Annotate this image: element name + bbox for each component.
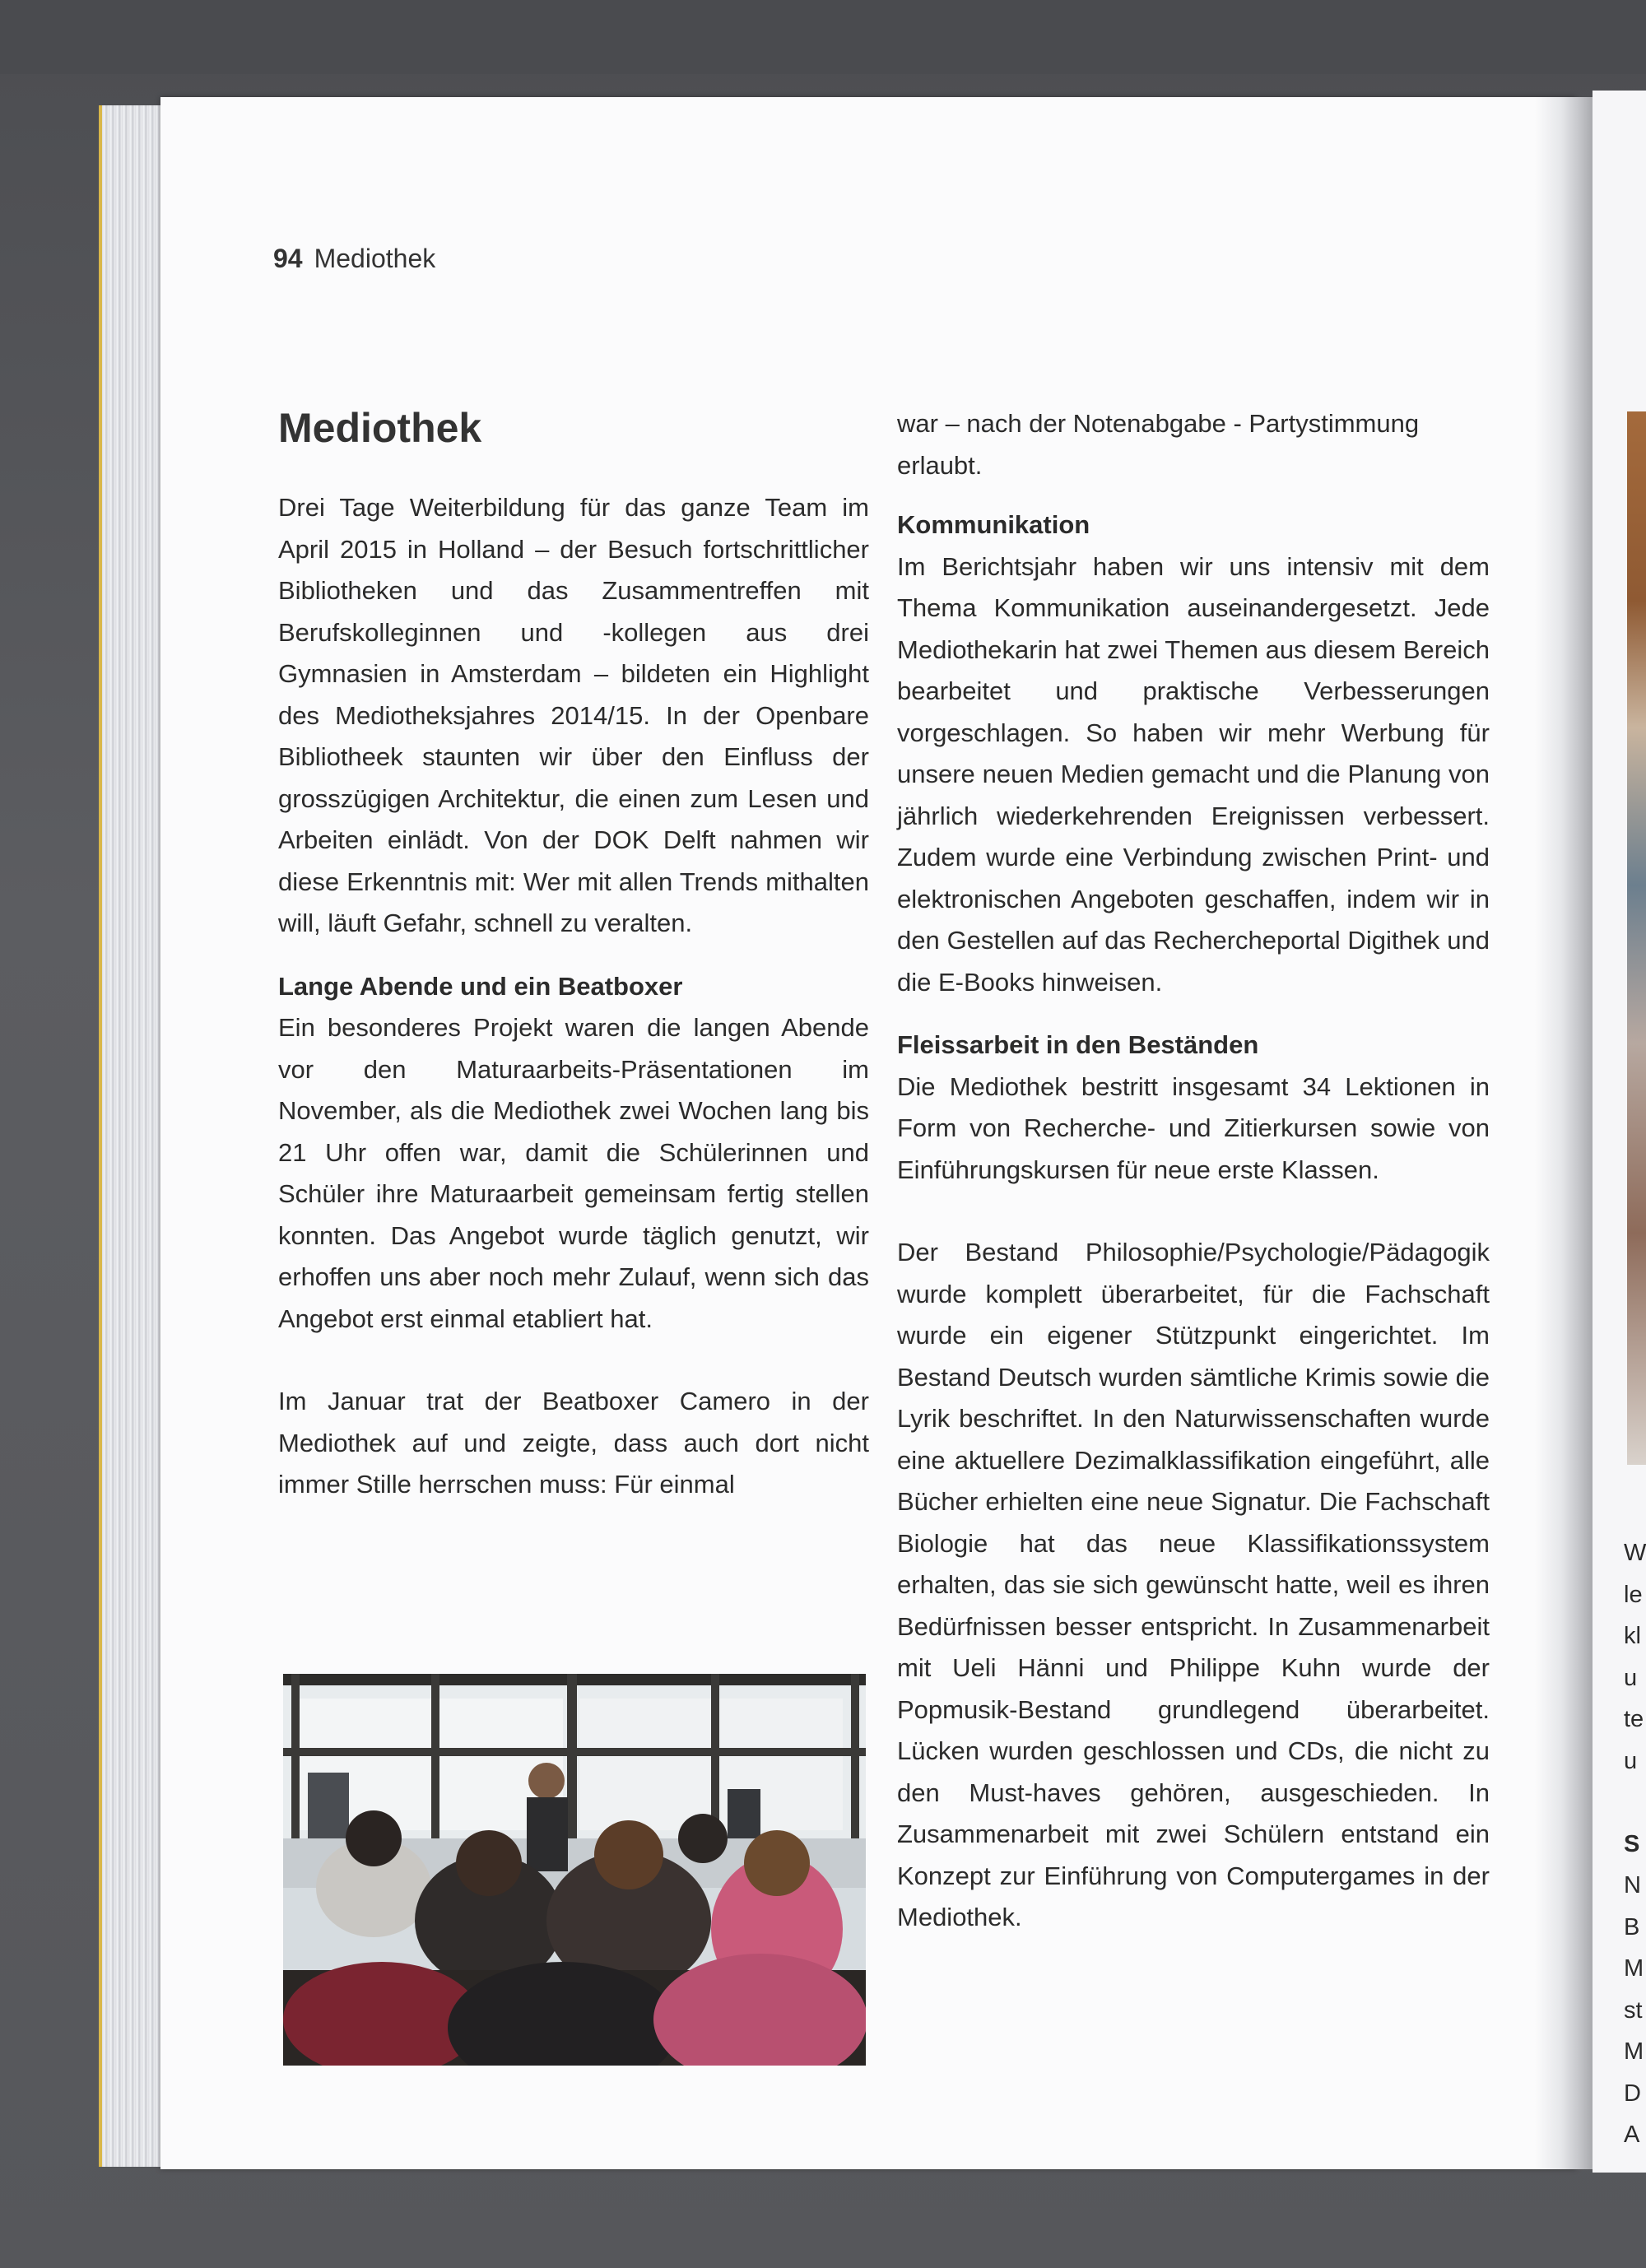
kommunikation-paragraph: Im Berichtsjahr haben wir uns intensiv mit dem Thema Kommunikation auseinandergesetzt. Jede Mediothekarin hat zwei Themen aus diesem Bereich bearbeitet und praktische Verbesserungen vorgeschlagen. So haben wir mehr Werbung für unsere neuen Medien gemacht und die Planung von jährlich wiederkehrenden Ereignissen verbessert. Zudem wurde eine Verbindung zwischen Print- und elektronischen Angeboten geschaffen, indem wir in den Gestellen auf das Rechercheportal Digithek und die E-Books hinweisen.	[897, 551, 1490, 997]
fragment-line: te	[1624, 1706, 1644, 1732]
fragment-line: A	[1624, 2122, 1640, 2148]
book-gutter	[1535, 97, 1593, 2169]
fragment-line: st	[1624, 1996, 1643, 2024]
fragment-line: W	[1624, 1540, 1646, 1566]
fragment-line: M	[1624, 1955, 1644, 1982]
page-stack-edges	[99, 105, 164, 2167]
page-number: 94	[273, 244, 303, 273]
facing-page-photo	[1627, 411, 1646, 1465]
fragment-line: le	[1624, 1581, 1643, 1608]
scanner-edge	[0, 0, 1646, 74]
beatboxer-paragraph-continued: war – nach der Notenabgabe - Partystimmung erlaubt.	[897, 409, 1420, 480]
section-heading-beatboxer: Lange Abende und ein Beatboxer	[278, 971, 683, 1001]
fragment-line: u	[1624, 1747, 1638, 1774]
fragment-line: B	[1624, 1913, 1640, 1940]
section-name: Mediothek	[314, 244, 436, 273]
running-header	[273, 244, 435, 274]
section-heading-bestaende: Fleissarbeit in den Beständen	[897, 1030, 1259, 1059]
fragment-line: D	[1624, 2080, 1641, 2107]
bestaende-paragraph-1: Die Mediothek bestritt insgesamt 34 Lektionen in Form von Recherche- und Zitierkursen sowie von Einführungskursen für neue erste Klassen.	[897, 1071, 1490, 1184]
fragment-line: kl	[1624, 1623, 1641, 1649]
fragment-line: N	[1624, 1872, 1641, 1899]
left-column	[278, 403, 869, 1506]
article-title: Mediothek	[278, 405, 482, 451]
fragment-line	[1624, 1782, 1646, 1824]
bestaende-paragraph-2: Der Bestand Philosophie/Psychologie/Pädagogik wurde komplett überarbeitet, für die Fachschaft wurde ein eigener Stützpunkt eingerichtet. Im Bestand Deutsch wurden sämtliche Krimis sowie die Lyrik beschriftet. In den Naturwissenschaften wurde eine aktuellere Dezimalklassifikation eingeführt, alle Bücher erhielten eine neue Signatur. Die Fachschaft Biologie hat das neue Klassifikationssystem erhalten, das sie sich gewünscht hatte, weil es ihren Bedürfnissen besser entspricht. In Zusammenarbeit mit Ueli Hänni und Philippe Kuhn wurde der Popmusik-Bestand grundlegend überarbeitet. Lücken wurden geschlossen und CDs, die nicht zu den Must-haves gehören, ausgeschieden. In Zusammenarbeit mit zwei Schülern entstand ein Konzept zur Einführung von Computergames in der Mediothek.	[897, 1238, 1490, 1931]
section-heading-kommunikation: Kommunikation	[897, 510, 1090, 539]
beatboxer-event-photo	[283, 1674, 866, 2066]
beatboxer-paragraph-2: Im Januar trat der Beatboxer Camero in der Mediothek auf und zeigte, dass auch dort nicht immer Stille herrschen muss: Für einmal	[278, 1387, 869, 1499]
fragment-line: u	[1624, 1664, 1638, 1691]
facing-page-text-fragment	[1624, 1532, 1646, 2156]
beatboxer-paragraph-1: Ein besonderes Projekt waren die langen Abende vor den Maturaarbeits-Präsentationen im November, als die Mediothek zwei Wochen lang bis 21 Uhr offen war, damit die Schülerinnen und Schüler ihre Maturaarbeit gemeinsam fertig stellen konnten. Das Angebot wurde täglich genutzt, wir erhoffen uns aber noch mehr Zulauf, wenn sich das Angebot erst einmal etabliert hat.	[278, 1013, 869, 1333]
right-column	[897, 403, 1490, 1939]
fragment-line: S	[1624, 1830, 1640, 1857]
intro-paragraph: Drei Tage Weiterbildung für das ganze Team im April 2015 in Holland – der Besuch fortschrittlicher Bibliotheken und das Zusammentreffen mit Berufskolleginnen und -kollegen aus drei Gymnasien in Amsterdam – bildeten ein Highlight des Mediotheksjahres 2014/15. In der Openbare Bibliotheek staunten wir über den Einfluss der grosszügigen Architektur, die einen zum Lesen und Arbeiten einlädt. Von der DOK Delft nahmen wir diese Erkenntnis mit: Wer mit allen Trends mithalten will, läuft Gefahr, schnell zu veralten.	[278, 493, 869, 937]
photo-illustration	[283, 1674, 866, 2066]
facing-page-fragment	[1593, 91, 1646, 2173]
fragment-line: M	[1624, 2038, 1644, 2065]
